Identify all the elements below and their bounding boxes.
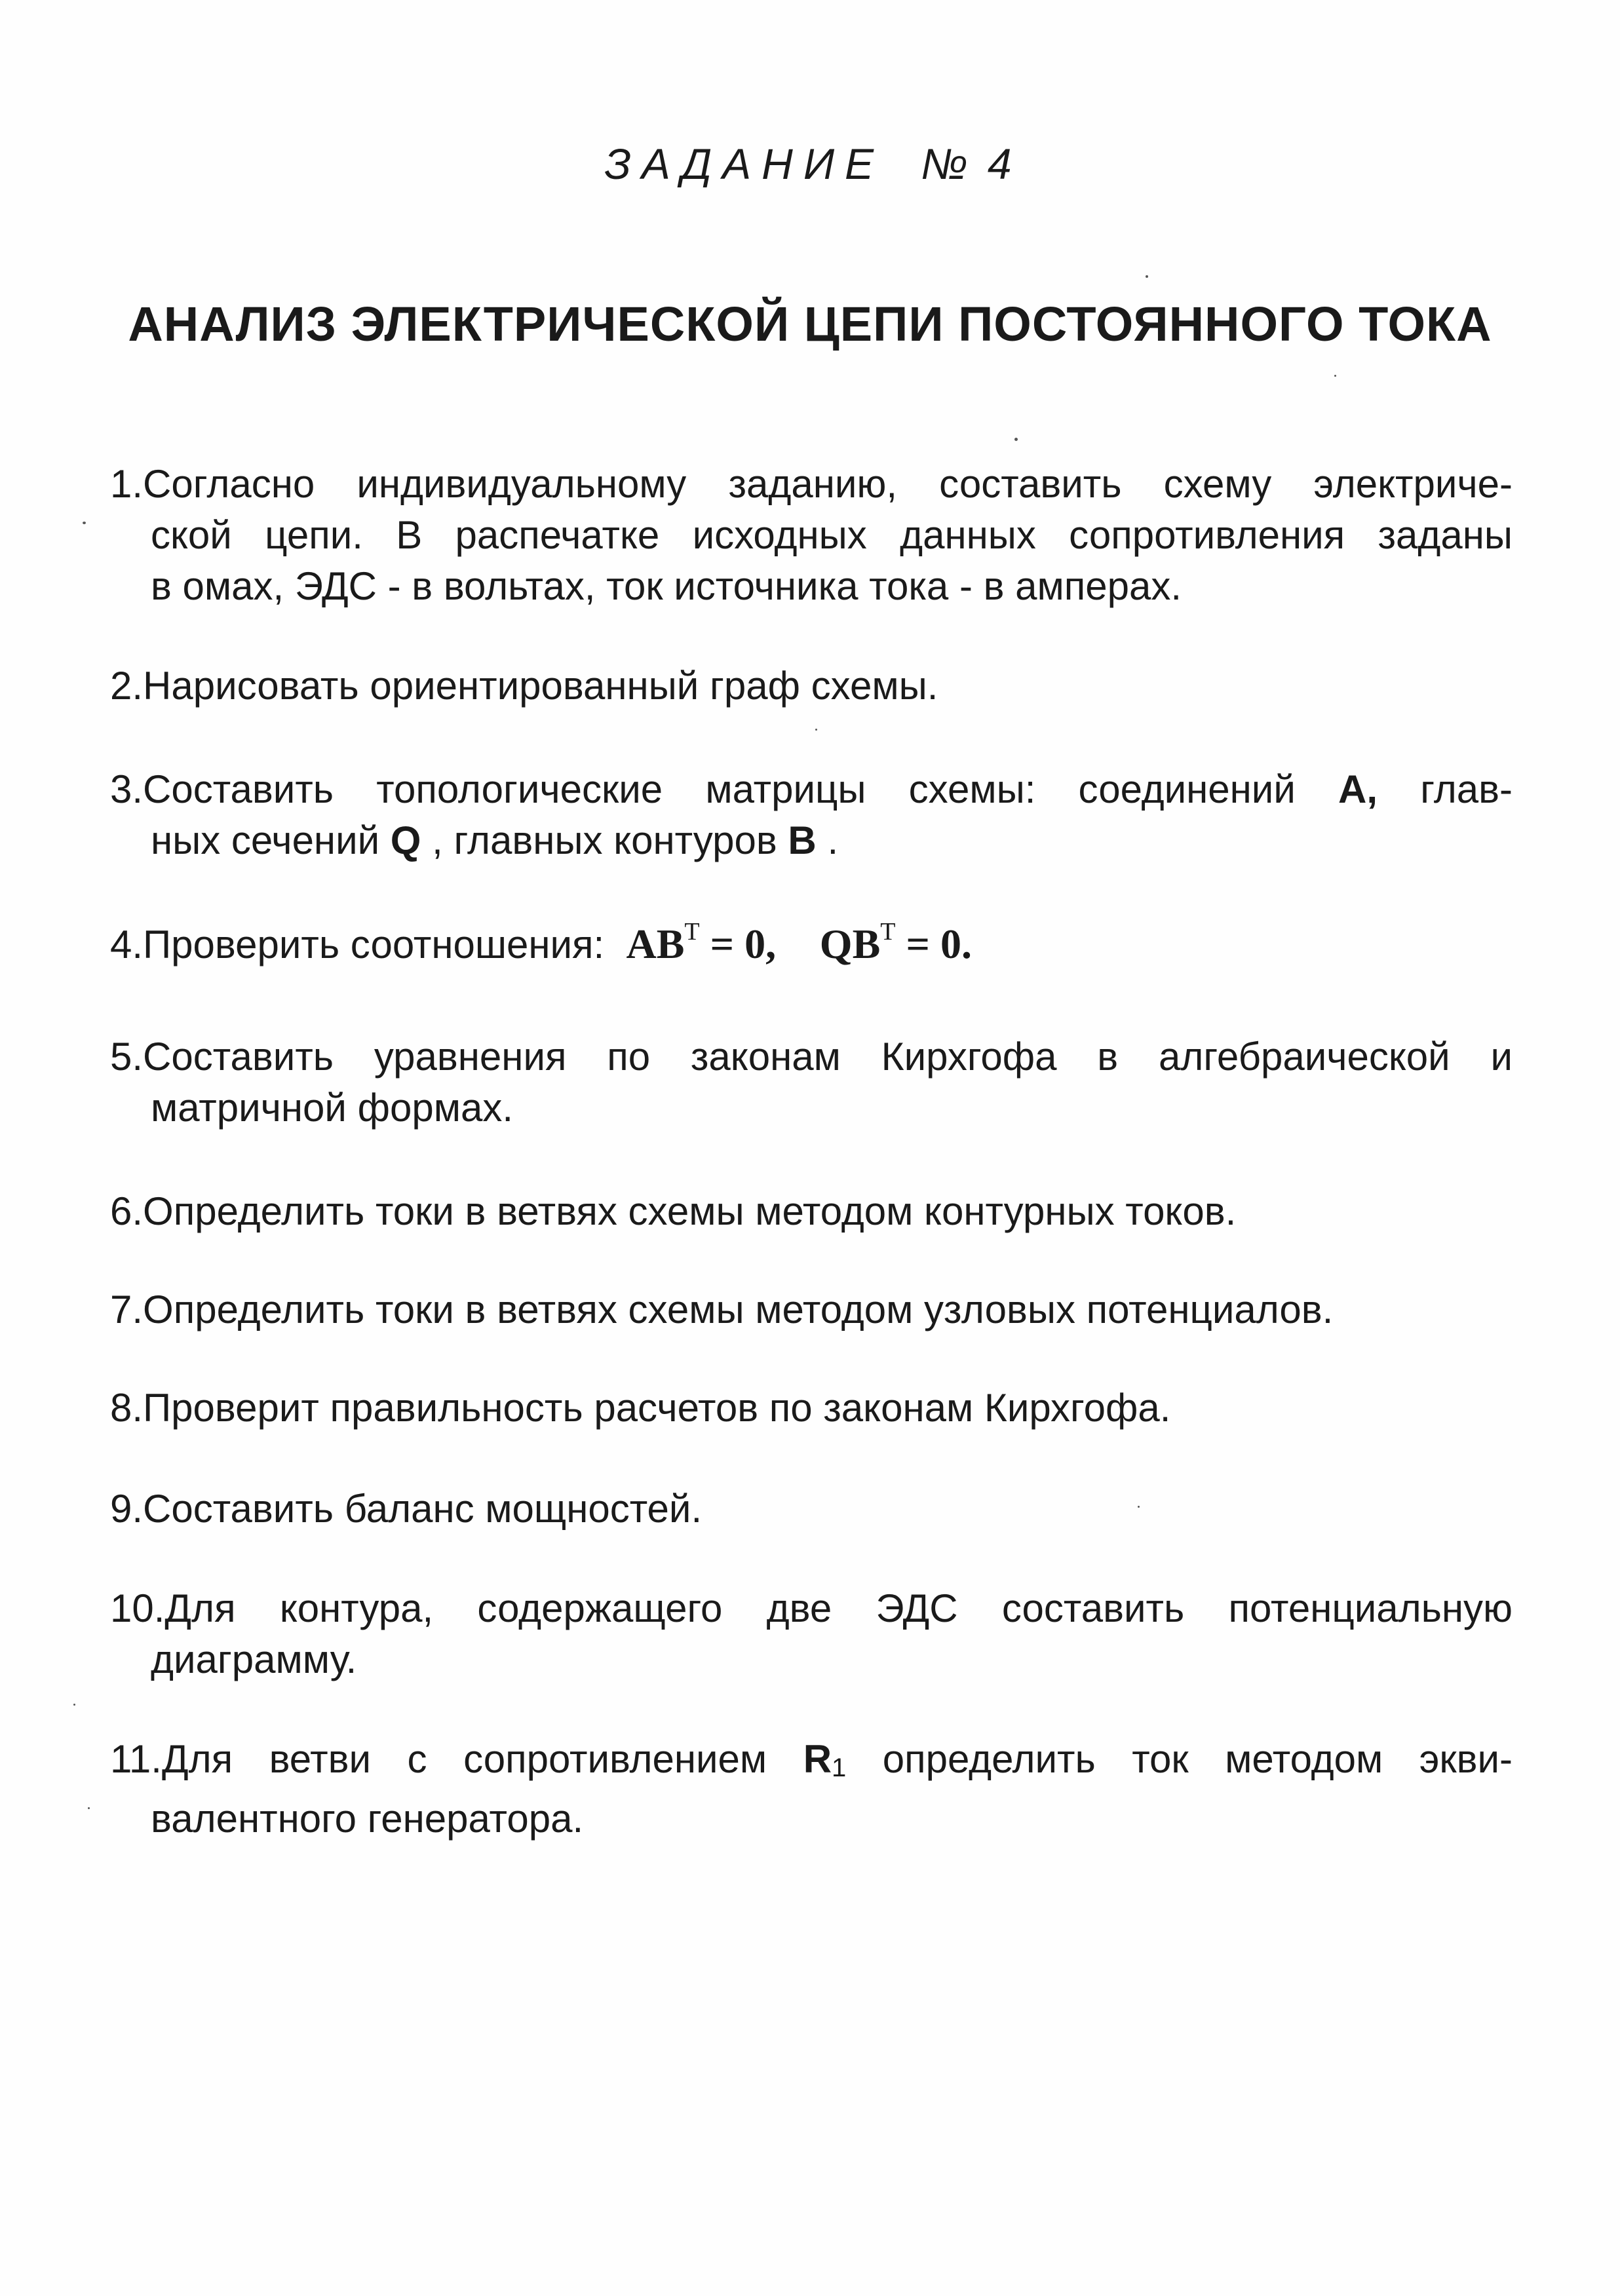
scan-speck [83,522,86,524]
page-title: АНАЛИЗ ЭЛЕКТРИЧЕСКОЙ ЦЕПИ ПОСТОЯННОГО ТОКА [128,297,1492,351]
matrix-a: А, [1338,767,1378,811]
task-item-11 [110,1734,1513,1845]
task-line: 9.Составить баланс мощностей. [110,1483,1513,1535]
scan-speck [1014,438,1018,441]
task-item-5 [110,1031,1513,1134]
scan-speck [1138,1506,1140,1508]
matrix-b: В [788,818,817,862]
task-item-7 [110,1284,1513,1335]
task-number: 8. [110,1386,144,1430]
task-line: 1.Согласно индивидуальному заданию, составить схему электриче- [110,459,1513,510]
task-line: 11.Для ветви с сопротивлением R1 определить ток методом экви- [110,1734,1513,1793]
task-number: 5. [110,1035,144,1079]
task-line: 6.Определить токи в ветвях схемы методом контурных токов. [110,1186,1513,1237]
task-item-3 [110,764,1513,866]
task-number: 2. [110,664,144,708]
task-heading [0,139,1620,189]
task-word: ЗАДАНИЕ [604,140,885,188]
scan-speck [73,1704,75,1706]
task-item-1 [110,459,1513,612]
task-number: № 4 [921,140,1016,188]
task-number: 6. [110,1189,144,1233]
scan-speck [1146,275,1148,278]
task-number: 9. [110,1487,144,1531]
scan-speck [1334,375,1336,377]
task-item-8 [110,1383,1513,1434]
task-item-6 [110,1186,1513,1237]
task-item-9 [110,1483,1513,1535]
task-line: 2.Нарисовать ориентированный граф схемы. [110,660,1513,712]
task-item-2 [110,660,1513,712]
resistor-r1: R1 [803,1737,847,1782]
task-line: ской цепи. В распечатке исходных данных сопротивления заданы [151,513,1513,557]
task-item-10 [110,1583,1513,1685]
formula-qb: $QB^T = 0$. [819,918,972,967]
task-number: 11. [110,1737,162,1781]
task-number: 7. [110,1288,144,1331]
task-number: 1. [110,462,144,506]
task-item-4 [110,919,1513,970]
task-number: 4. [110,923,144,966]
matrix-q: Q [390,818,421,862]
task-line: 4.Проверить соотношения: $AB^T = 0$, $QB^T = 0$. [110,919,1513,970]
formula-ab: $AB^T = 0$, [626,918,777,967]
task-number: 10. [110,1586,165,1630]
task-line: матричной формах. [151,1086,514,1130]
task-line: 5.Составить уравнения по законам Кирхгофа в алгебраической и [110,1031,1513,1082]
task-line: 10.Для контура, содержащего две ЭДС составить потенциальную [110,1583,1513,1634]
scan-speck [88,1807,90,1809]
task-line: 7.Определить токи в ветвях схемы методом узловых потенциалов. [110,1284,1513,1335]
task-line: 3.Составить топологические матрицы схемы: соединений А, глав- [110,764,1513,815]
task-line: валентного генератора. [151,1797,584,1841]
task-line: в омах, ЭДС - в вольтах, ток источника тока - в амперах. [151,564,1182,608]
scan-speck [815,729,817,731]
task-line: ных сечений Q , главных контуров В . [151,818,839,862]
task-line: 8.Проверит правильность расчетов по законам Кирхгофа. [110,1383,1513,1434]
task-number: 3. [110,767,144,811]
task-line: диаграмму. [151,1637,357,1681]
